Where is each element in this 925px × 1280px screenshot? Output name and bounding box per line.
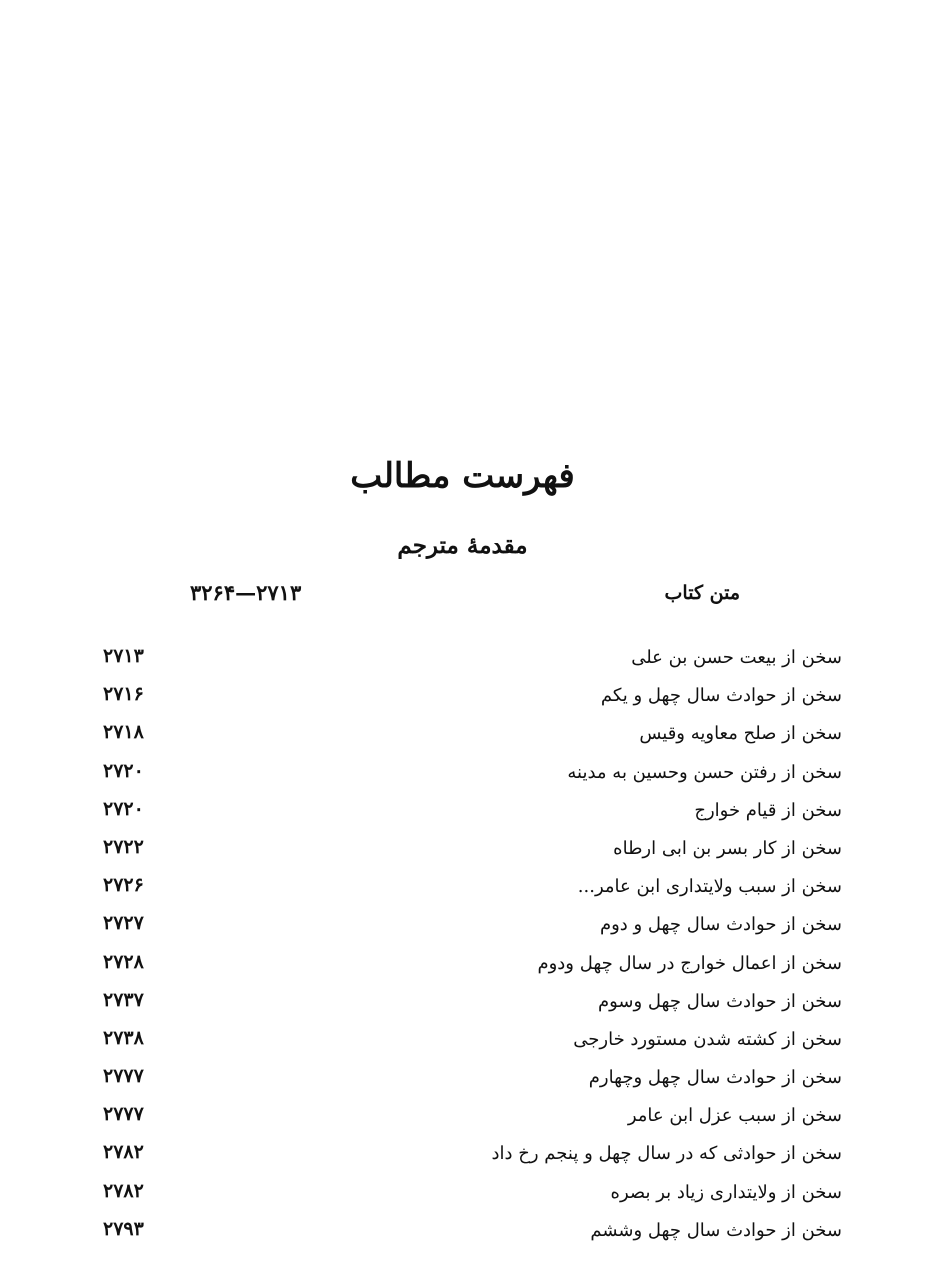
toc-row (95, 721, 850, 759)
toc-entry-page: ۲۷۳۸ (103, 1026, 144, 1049)
section-label: متن کتاب (664, 582, 740, 604)
toc-entry-page: ۲۷۲۰ (103, 759, 144, 782)
toc-entry-title: سخن از صلح معاویه وقیس (639, 723, 842, 745)
toc-entry-page: ۲۷۸۲ (103, 1141, 144, 1164)
toc-row (95, 1027, 850, 1065)
toc-entry-page: ۲۷۳۷ (103, 988, 144, 1011)
table-of-contents (95, 645, 850, 1256)
toc-row (95, 683, 850, 721)
toc-entry-title: سخن از حوادث سال چهل وسوم (597, 990, 842, 1012)
translator-preface-heading: مقدمهٔ مترجم (397, 532, 528, 560)
toc-entry-title: سخن از حوادثی که در سال چهل و پنجم رخ داد (491, 1143, 842, 1165)
toc-row (95, 645, 850, 683)
section-page-range: ۲۷۱۳—۳۲۶۴ (190, 580, 302, 605)
toc-entry-page: ۲۷۷۷ (103, 1065, 144, 1088)
toc-entry-page: ۲۷۲۷ (103, 912, 144, 935)
toc-row (95, 798, 850, 836)
toc-row (95, 836, 850, 874)
toc-entry-title: سخن از حوادث سال چهل و دوم (599, 914, 842, 936)
toc-entry-title: سخن از ولایتداری زیاد بر بصره (610, 1181, 842, 1203)
toc-row (95, 760, 850, 798)
toc-row (95, 874, 850, 912)
toc-entry-title: سخن از حوادث سال چهل وششم (590, 1219, 842, 1241)
toc-entry-title: سخن از سبب ولایتداری ابن عامر... (577, 876, 842, 898)
toc-row (95, 912, 850, 950)
toc-entry-title: سخن از کار بسر بن ابی ارطاه (613, 837, 842, 859)
toc-entry-page: ۲۷۲۰ (103, 797, 144, 820)
toc-row (95, 1218, 850, 1256)
toc-entry-page: ۲۷۷۷ (103, 1103, 144, 1126)
toc-row (95, 989, 850, 1027)
toc-entry-title: سخن از کشته شدن مستورد خارجی (573, 1028, 842, 1050)
toc-entry-title: سخن از بیعت حسن بن علی (631, 647, 842, 668)
section-header (150, 582, 740, 616)
toc-row (95, 951, 850, 989)
toc-entry-title: سخن از قیام خوارج (694, 799, 842, 821)
toc-row (95, 1065, 850, 1103)
toc-entry-title: سخن از رفتن حسن وحسین به مدینه (567, 761, 842, 783)
toc-entry-page: ۲۷۱۶ (103, 683, 144, 706)
toc-row (95, 1103, 850, 1141)
toc-row (95, 1180, 850, 1218)
toc-entry-page: ۲۷۲۲ (103, 835, 144, 858)
toc-row (95, 1141, 850, 1179)
toc-entry-title: سخن از حوادث سال چهل و یکم (600, 685, 842, 707)
toc-entry-title: سخن از سبب عزل ابن عامر (627, 1105, 842, 1127)
toc-entry-page: ۲۷۱۳ (103, 645, 144, 667)
toc-entry-page: ۲۷۱۸ (103, 721, 144, 744)
toc-entry-page: ۲۷۲۸ (103, 950, 144, 973)
page-title: فهرست مطالب (350, 455, 575, 496)
toc-entry-page: ۲۷۸۲ (103, 1179, 144, 1202)
toc-entry-page: ۲۷۲۶ (103, 874, 144, 897)
toc-entry-title: سخن از اعمال خوارج در سال چهل ودوم (537, 952, 842, 974)
toc-entry-title: سخن از حوادث سال چهل وچهارم (588, 1067, 842, 1089)
toc-entry-page: ۲۷۹۳ (103, 1217, 144, 1240)
